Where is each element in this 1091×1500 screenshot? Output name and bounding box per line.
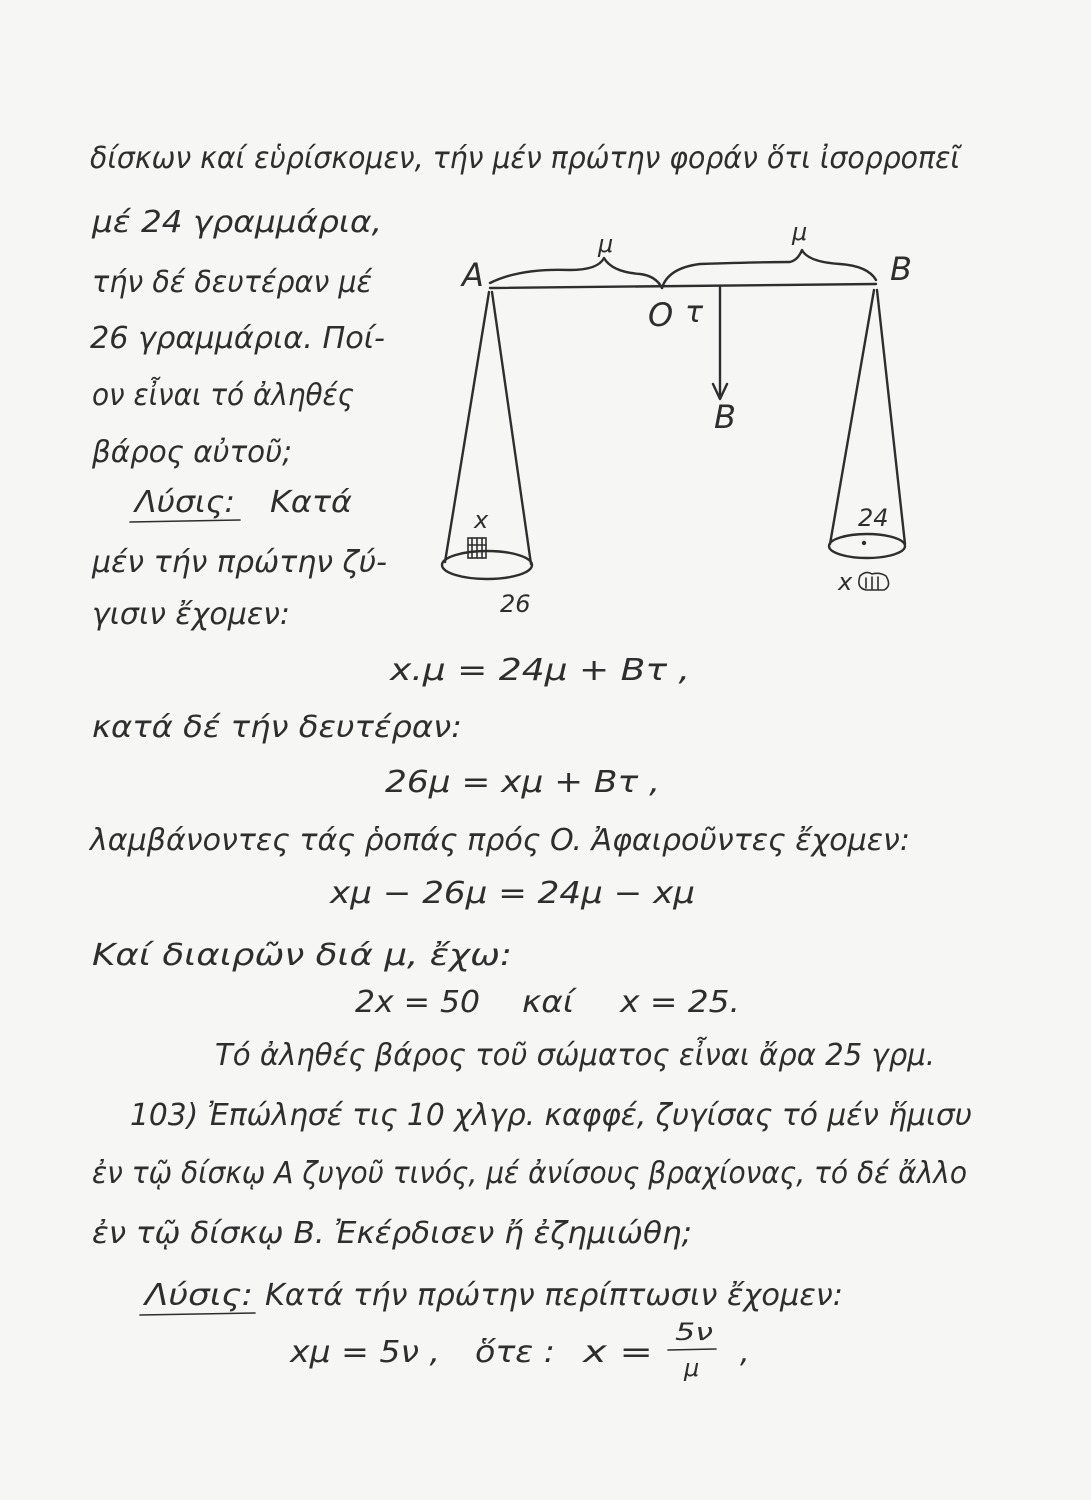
equation-2: 26μ = xμ + Bτ , [385, 765, 660, 800]
label-a: A [462, 256, 484, 294]
label-26: 26 [500, 590, 531, 618]
solution-underline-1 [130, 520, 240, 522]
text-line-3: τήν δέ δευτέραν μέ [92, 265, 373, 300]
solution-label-1: Λύσις: [132, 485, 235, 520]
left-pan [442, 551, 532, 579]
solution-label-2: Λύσις: [142, 1278, 253, 1313]
equation-5-left: xμ = 5ν , [288, 1335, 440, 1370]
label-mu-right: μ [792, 218, 808, 246]
solution-underline-2 [140, 1313, 255, 1315]
text-line-17: Τό ἀληθές βάρος τοῦ σώματος εἶναι ἄρα 25 γρμ. [215, 1038, 957, 1073]
equation-4-left: 2x = 50 [355, 985, 480, 1020]
left-arm-brace [490, 258, 662, 288]
right-pan-dot [862, 541, 866, 545]
equation-5-when: ὅτε : [475, 1335, 555, 1370]
balance-diagram [442, 218, 912, 618]
equation-3: xμ − 26μ = 24μ − xμ [328, 876, 695, 911]
problem-103-line-2: ἐν τῷ δίσκῳ A ζυγοῦ τινός, μέ ἀνίσους βραχίονας, τό δέ ἄλλο [92, 1156, 967, 1191]
label-mu-left: μ [598, 230, 614, 258]
text-line-15: Καί διαιρῶν διά μ, ἔχω: [92, 938, 512, 973]
label-o: O [648, 296, 674, 334]
fraction-numerator: 5ν [675, 1318, 713, 1346]
right-pan [829, 534, 905, 558]
text-line-8: μέν τήν πρώτην ζύ- [91, 545, 387, 580]
fraction-denominator: μ [684, 1354, 700, 1382]
equation-5-comma: , [740, 1335, 750, 1370]
text-line-11: κατά δέ τήν δευτέραν: [92, 710, 462, 745]
left-object-icon [468, 538, 486, 558]
balance-beam [490, 284, 876, 288]
label-x-right: x [838, 568, 853, 596]
fraction-bar [668, 1349, 716, 1350]
equation-4-right: x = 25. [618, 985, 740, 1020]
equation-4-and: καί [522, 985, 578, 1020]
text-line-13: λαμβάνοντες τάς ῥοπάς πρός O. Ἀφαιροῦντες ἔχομεν: [87, 823, 911, 858]
sack-icon [859, 572, 889, 590]
problem-103-line-1: 103) Ἐπώλησέ τις 10 χλγρ. καφφέ, ζυγίσας τό μέν ἥμισυ [130, 1098, 972, 1133]
label-b-end: B [890, 250, 912, 288]
text-line-21: Κατά τήν πρώτην περίπτωσιν ἔχομεν: [265, 1278, 843, 1313]
left-pan-string-2 [492, 292, 531, 564]
label-tau: τ [685, 295, 704, 330]
label-x-left: x [474, 506, 489, 534]
text-line-7: Κατά [270, 485, 353, 520]
text-line-2: μέ 24 γραμμάρια, [90, 205, 382, 240]
problem-103-line-3: ἐν τῷ δίσκῳ B. Ἐκέρδισεν ἤ ἐζημιώθη; [92, 1216, 692, 1251]
text-line-4: 26 γραμμάρια. Ποί- [90, 321, 385, 356]
text-line-6: βάρος αὐτοῦ; [91, 435, 292, 470]
equation-1: x.μ = 24μ + Bτ , [388, 653, 690, 688]
text-line-5: ον εἶναι τό ἀληθές [92, 378, 374, 413]
label-24: 24 [858, 504, 889, 532]
text-line-1: δίσκων καί εὑρίσκομεν, τήν μέν πρώτην φοράν ὅτι ἰσορροπεῖ [90, 141, 963, 176]
equation-5-x: x = [581, 1335, 653, 1370]
right-arm-brace [662, 250, 876, 288]
label-b-force: B [714, 398, 736, 436]
text-line-9: γισιν ἔχομεν: [92, 597, 290, 632]
